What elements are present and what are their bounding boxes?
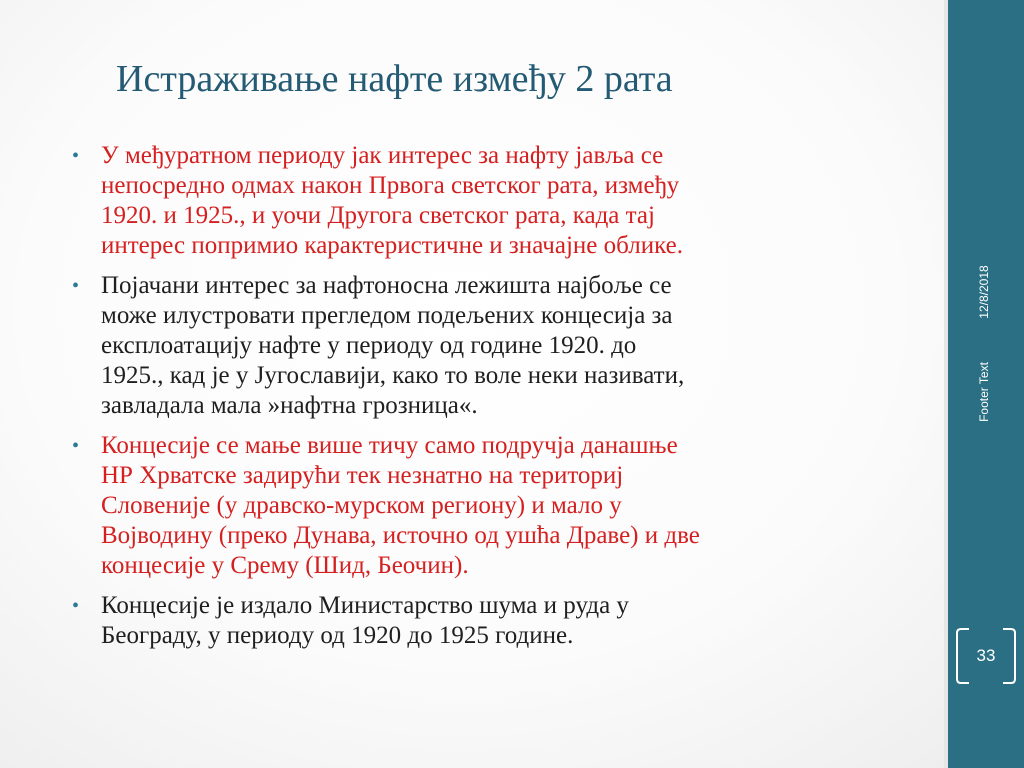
bullet-dot-icon: •	[72, 145, 80, 167]
bullet-line: експлоатацију нафте у периоду од године 1920. до	[101, 332, 637, 359]
bullet-item	[70, 431, 932, 581]
bullet-line: интерес попримио карактеристичне и значајне облике.	[101, 232, 683, 259]
bullet-dot-icon: •	[72, 275, 80, 297]
bullet-line: концесије у Срему (Шид, Беочин).	[101, 552, 469, 579]
bullet-line: 1925., кад је у Југославији, како то воле неки називати,	[101, 362, 685, 389]
bullet-dot-icon: •	[72, 595, 80, 617]
page-number-badge	[955, 625, 1017, 687]
bullet-line: Концесије се мање више тичу само подручја данашње	[101, 432, 678, 459]
bullet-line: Војводину (преко Дунава, источно од ушћа Драве) и две	[101, 522, 700, 549]
slide-title: Истраживање нафте између 2 рата	[116, 58, 673, 100]
bullet-line: Појачани интерес за нафтоносна лежишта најбоље се	[101, 272, 672, 299]
bullet-line: У међуратном периоду јак интерес за нафту јавља се	[101, 142, 664, 169]
slide-footer: Footer Text	[977, 362, 991, 422]
bullet-line: може илустровати прегледом подељених концесија за	[101, 302, 673, 329]
bullet-line: 1920. и 1925., и уочи Другога светског рата, када тај	[101, 202, 655, 229]
bullet-line: Словеније (у дравско-мурском региону) и мало у	[101, 492, 622, 519]
bullet-item	[70, 141, 932, 261]
bullet-item	[70, 271, 932, 421]
bullet-line: Београду, у периоду од 1920 до 1925 године.	[101, 622, 574, 649]
bullet-line: Концесије је издало Министарство шума и руда у	[101, 592, 629, 619]
bullet-list	[70, 141, 932, 661]
bullet-item	[70, 591, 932, 651]
bullet-line: НР Хрватске задирући тек незнатно на териториј	[101, 462, 624, 489]
page-number: 33	[976, 646, 996, 665]
slide-date: 12/8/2018	[977, 265, 991, 319]
bullet-dot-icon: •	[72, 435, 80, 457]
bullet-line: завладала мала »нафтна грозница«.	[101, 392, 478, 419]
bullet-line: непосредно одмах након Првога светског рата, између	[101, 172, 680, 199]
